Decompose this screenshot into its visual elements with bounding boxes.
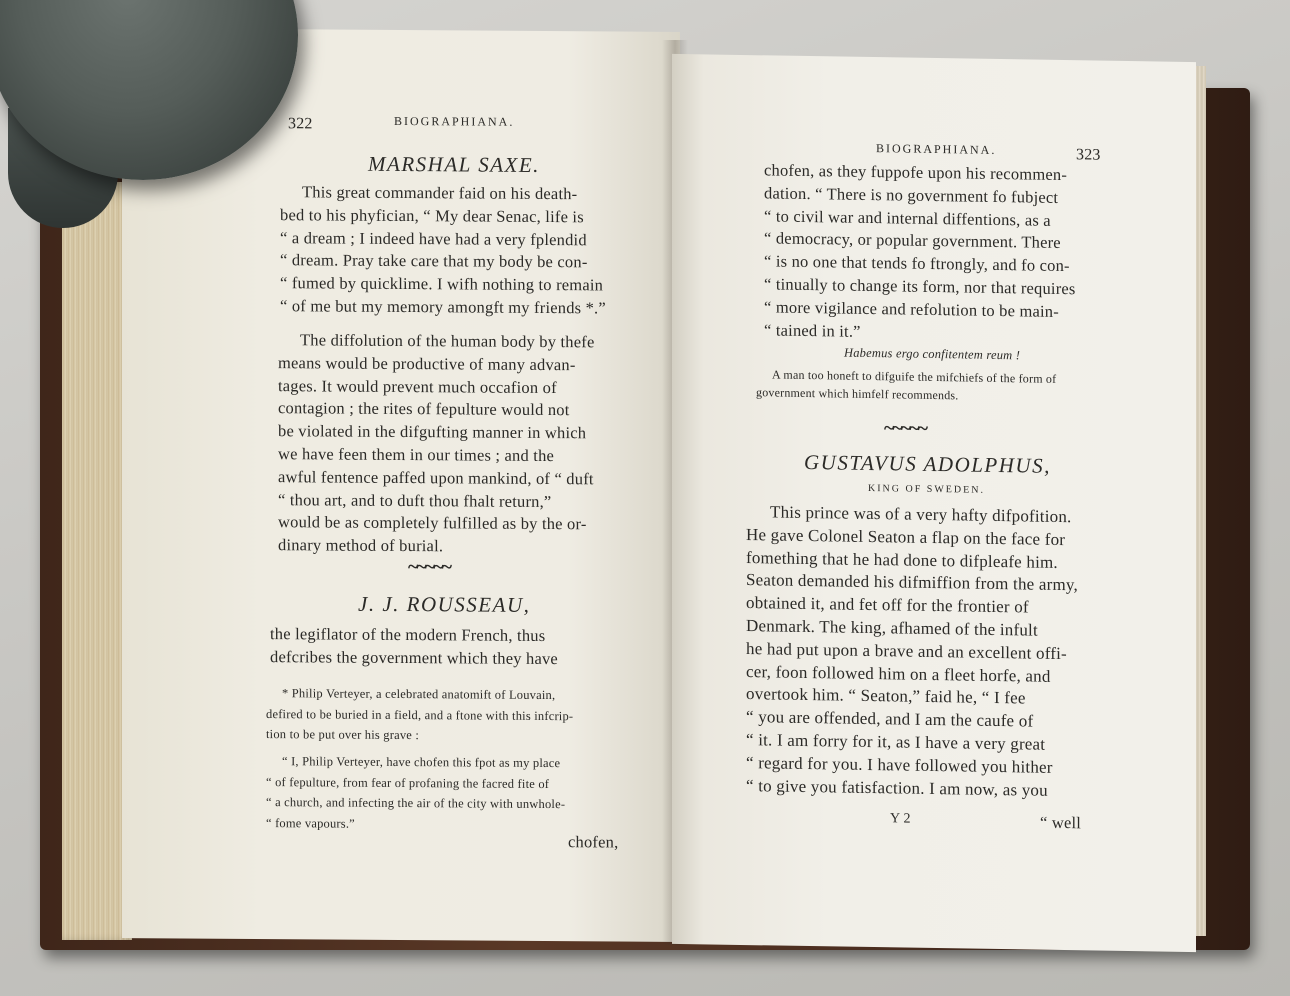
text-line: the legiflator of the modern French, thus — [270, 624, 546, 646]
text-line: Seaton demanded his difmiffion from the army, — [746, 570, 1078, 595]
text-line: “ democracy, or popular government. There — [764, 228, 1061, 253]
text-line: “ thou art, and to duft thou fhalt return,” — [278, 489, 552, 511]
gloss-line: government which himfelf recommends. — [756, 385, 959, 403]
text-line: He gave Colonel Seaton a flap on the face for — [746, 524, 1066, 549]
left-running-head: BIOGRAPHIANA. — [394, 113, 515, 129]
marshal-saxe-title: MARSHAL SAXE. — [368, 151, 540, 177]
text-line: he had put upon a brave and an excellent offi- — [746, 638, 1067, 663]
text-line: The diffolution of the human body by thefe — [300, 330, 595, 352]
rousseau-paragraph — [270, 623, 558, 671]
text-line: “ to give you fatisfaction. I am now, as you — [746, 775, 1048, 800]
text-line: contagion ; the rites of fepulture would not — [278, 398, 570, 420]
text-line: Denmark. The king, afhamed of the infult — [746, 616, 1038, 640]
signature-mark: Y 2 — [890, 811, 911, 827]
text-line: “ a dream ; I indeed have had a very fplendid — [280, 227, 587, 249]
text-line: we have feen them in our times ; and the — [278, 444, 555, 466]
latin-line: Habemus ergo confitentem reum ! — [844, 345, 1021, 363]
footnote-line: “ of fepulture, from fear of profaning the facred fite of — [266, 774, 550, 791]
text-line: be violated in the difgufting manner in which — [278, 421, 587, 443]
text-line: “ it. I am forry for it, as I have a very great — [746, 730, 1046, 754]
footnote-line: “ fome vapours.” — [266, 815, 355, 831]
text-line: “ to civil war and internal diffentions, as a — [764, 205, 1051, 230]
text-line: tages. It would prevent much occafion of — [278, 375, 557, 397]
text-line: “ you are offended, and I am the caufe of — [746, 707, 1034, 731]
text-line: “ tinually to change its form, nor that requires — [764, 274, 1076, 299]
text-line: “ tained in it.” — [764, 319, 861, 341]
right-running-head: BIOGRAPHIANA. — [876, 141, 997, 157]
text-line: fomething that he had done to difpleafe him. — [746, 547, 1058, 572]
gloss-line: A man too honeft to difguife the mifchiefs of the form of — [772, 367, 1057, 386]
text-line: means would be productive of many advan- — [278, 352, 576, 375]
gloss-note — [756, 365, 1056, 406]
left-catchword: chofen, — [568, 832, 619, 852]
text-line: This great commander faid on his death- — [302, 182, 578, 204]
footnote-line: “ I, Philip Verteyer, have chofen this fpot as my place — [282, 754, 561, 771]
footnote-line: “ a church, and infecting the air of the city with unwhole- — [266, 795, 566, 812]
text-line: “ regard for you. I have followed you hither — [746, 752, 1053, 777]
text-line: defcribes the government which they have — [270, 646, 558, 668]
text-line: dinary method of burial. — [278, 535, 444, 556]
text-line: “ is no one that tends fo ftrongly, and fo con- — [764, 251, 1070, 276]
footnote-line: tion to be put over his grave : — [266, 727, 420, 743]
text-line: bed to his phyfician, “ My dear Senac, life is — [280, 204, 584, 227]
text-line: “ dream. Pray take care that my body be con- — [280, 250, 588, 272]
footnote — [266, 683, 573, 747]
footnote-line: * Philip Verteyer, a celebrated anatomift of Louvain, — [282, 686, 556, 703]
footnote-quote — [266, 751, 565, 835]
gustavus-paragraph — [746, 501, 1078, 803]
text-line: dation. “ There is no government fo fubject — [764, 183, 1059, 207]
ornament-divider: ~~~~~ — [408, 556, 451, 579]
text-line: awful fentence paffed upon mankind, of “ duft — [278, 466, 594, 489]
text-line: “ more vigilance and refolution to be main- — [764, 297, 1059, 321]
text-line: would be as completely fulfilled as by the or- — [278, 512, 587, 534]
text-line: This prince was of a very hafty difpofition. — [770, 502, 1072, 527]
text-line: “ of me but my memory amongft my friends *.” — [280, 296, 606, 318]
right-page — [672, 54, 1196, 952]
footnote-line: defired to be buried in a field, and a ftone with this infcrip- — [266, 706, 574, 723]
dissolution-paragraph — [278, 329, 595, 559]
text-line: obtained it, and fet off for the frontier of — [746, 593, 1029, 617]
text-line: “ fumed by quicklime. I wifh nothing to remain — [280, 273, 604, 295]
gustavus-title: GUSTAVUS ADOLPHUS, — [804, 449, 1051, 478]
rousseau-quote — [764, 159, 1076, 346]
marshal-saxe-paragraph — [280, 181, 606, 320]
right-page-number: 323 — [1076, 146, 1101, 164]
gustavus-subtitle: KING OF SWEDEN. — [868, 482, 985, 496]
text-line: cer, foon followed him on a fleet horfe, and — [746, 661, 1051, 686]
ornament-divider: ~~~~~ — [884, 417, 927, 440]
text-line: overtook him. “ Seaton,” faid he, “ I fee — [746, 684, 1026, 708]
left-page-number: 322 — [288, 115, 313, 133]
rousseau-title: J. J. ROUSSEAU, — [358, 591, 531, 617]
right-catchword: “ well — [1040, 812, 1082, 833]
text-line: chofen, as they fuppofe upon his recommen- — [764, 160, 1068, 185]
